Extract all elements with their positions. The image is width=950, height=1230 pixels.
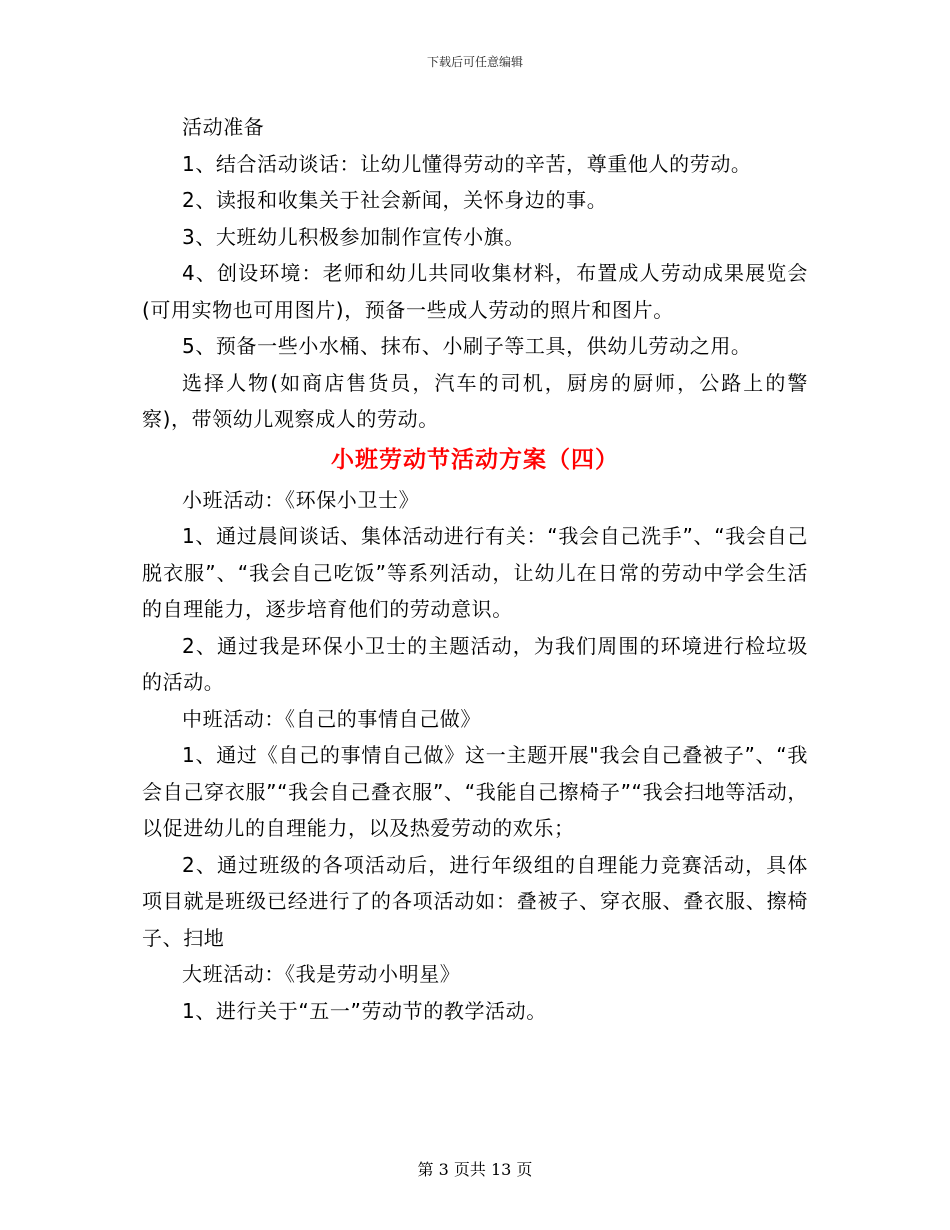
paragraph-middle-class-item-2: 2、通过班级的各项活动后，进行年级组的自理能力竞赛活动，具体项目就是班级已经进行了的各项活动如：叠被子、穿衣服、叠衣服、擦椅子、扫地 (142, 852, 808, 950)
section-title: 小班劳动节活动方案（四） (331, 445, 619, 473)
paragraph-small-class-item-1: 1、通过晨间谈话、集体活动进行有关：“我会自己洗手”、“我会自己脱衣服”、“我会自己吃饭”等系列活动，让幼儿在日常的劳动中学会生活的自理能力，逐步培育他们的劳动意识。 (142, 524, 808, 621)
page-footer: 第 3 页共 13 页 (417, 1160, 533, 1179)
paragraph-prep-item-4: 4、创设环境：老师和幼儿共同收集材料，布置成人劳动成果展览会(可用实物也可用图片)，预备一些成人劳动的照片和图片。 (142, 261, 808, 322)
paragraph-middle-class-item-1: 1、通过《自己的事情自己做》这一主题开展"我会自己叠被子”、“我会自己穿衣服”“我会自己叠衣服”、“我能自己擦椅子”“我会扫地等活动，以促进幼儿的自理能力，以及热爱劳动的欢乐； (142, 743, 808, 840)
document-body (142, 109, 808, 1029)
paragraph-prep-item-5: 5、预备一些小水桶、抹布、小刷子等工具，供幼儿劳动之用。 (182, 334, 752, 358)
page-header: 下载后可任意编辑 (426, 55, 523, 69)
paragraph-large-class-item-1: 1、进行关于“五一”劳动节的教学活动。 (182, 998, 547, 1023)
paragraph-small-class-heading: 小班活动：《环保小卫士》 (182, 487, 420, 512)
paragraph-prep-item-2: 2、读报和收集关于社会新闻，关怀身边的事。 (182, 188, 608, 212)
paragraph-prep-item-1: 1、结合活动谈话：让幼儿懂得劳动的辛苦，尊重他人的劳动。 (182, 151, 752, 176)
paragraph-small-class-item-2: 2、通过我是环保小卫士的主题活动，为我们周围的环境进行检垃圾的活动。 (142, 633, 808, 694)
paragraph-middle-class-heading: 中班活动：《自己的事情自己做》 (182, 706, 481, 731)
paragraph-activity-preparation-heading: 活动准备 (182, 115, 265, 139)
paragraph-prep-item-3: 3、大班幼儿积极参加制作宣传小旗。 (182, 224, 525, 249)
paragraph-select-people: 选择人物(如商店售货员，汽车的司机，厨房的厨师，公路上的警察)，带领幼儿观察成人的劳动。 (142, 370, 808, 431)
paragraph-large-class-heading: 大班活动：《我是劳动小明星》 (182, 962, 461, 986)
